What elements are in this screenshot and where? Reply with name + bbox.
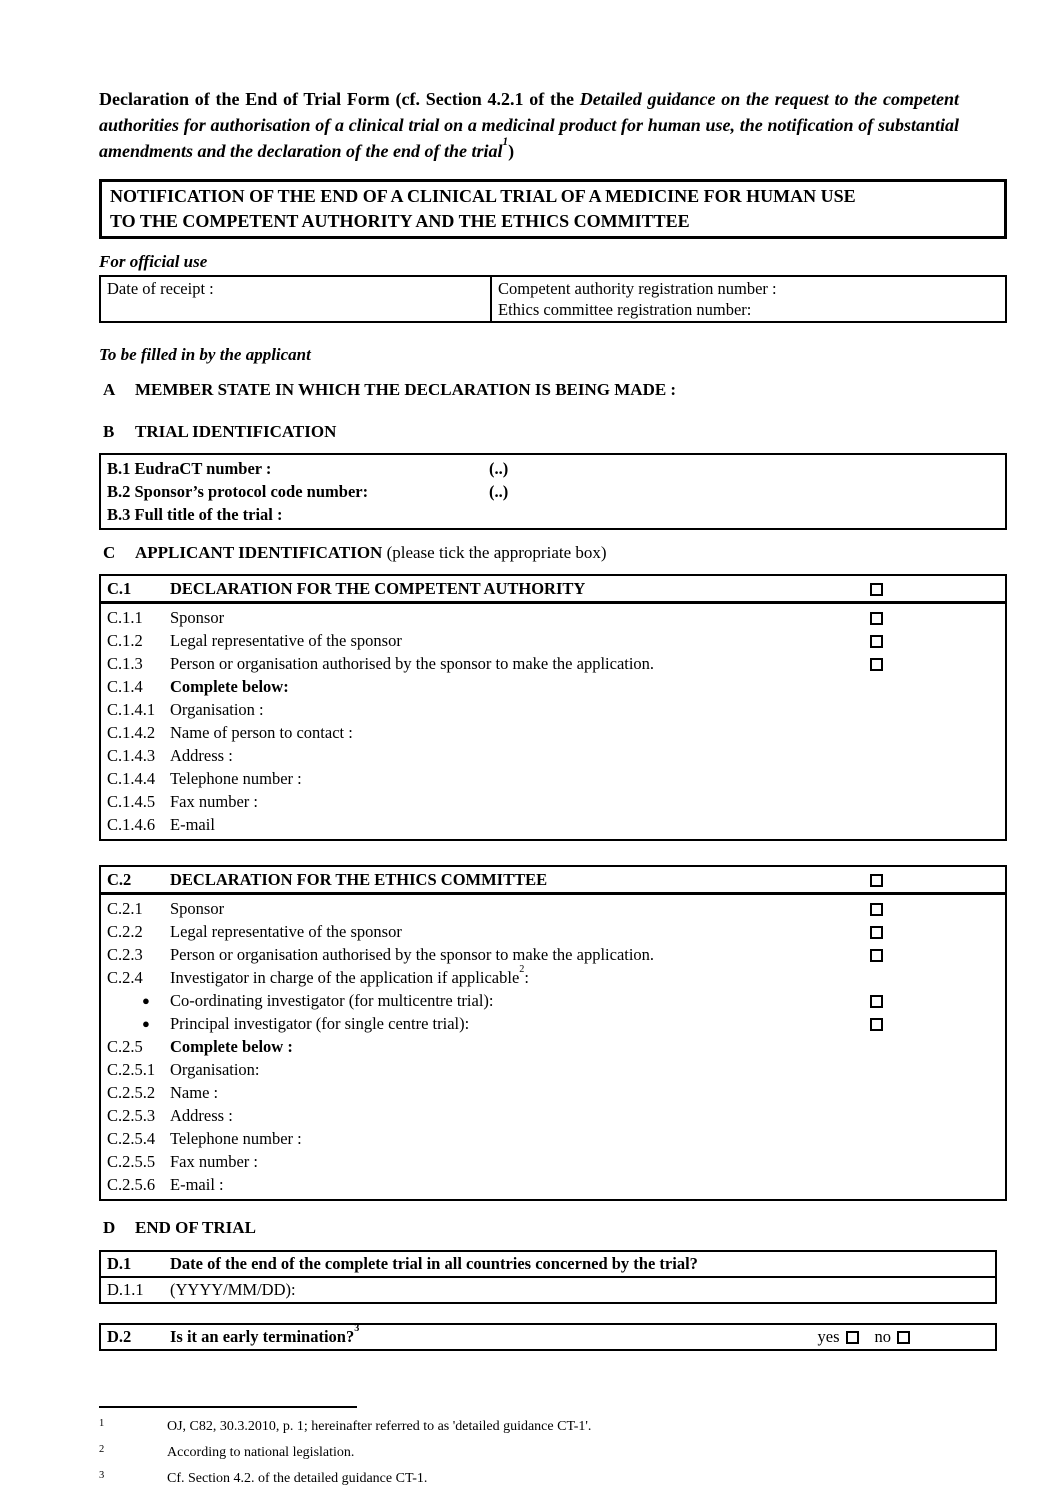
no-checkbox[interactable]	[897, 1331, 910, 1344]
checkbox-cell	[870, 1081, 1005, 1104]
row-number: D.2	[107, 1327, 132, 1346]
yes-label: yes	[817, 1327, 840, 1346]
full-title-label: B.3 Full title of the trial :	[107, 505, 283, 524]
table-row	[101, 920, 1005, 943]
protocol-code-label: B.2 Sponsor’s protocol code number:	[107, 482, 369, 501]
row-label: Complete below:	[170, 677, 289, 696]
table-row	[101, 963, 1005, 989]
row-label: Fax number :	[170, 1152, 258, 1171]
checkbox-cell	[870, 1173, 1005, 1196]
table-row	[101, 767, 1005, 790]
checkbox[interactable]	[870, 995, 883, 1008]
footnote-3	[99, 1466, 1007, 1492]
table-row	[101, 675, 1005, 698]
row-number: C.2.5	[107, 1037, 143, 1056]
row-label: Person or organisation authorised by the sponsor to make the application.	[170, 945, 655, 964]
row-label: E-mail :	[170, 1175, 224, 1194]
checkbox-cell	[870, 767, 1005, 790]
registration-cell	[492, 277, 1005, 321]
checkbox-cell	[870, 698, 1005, 721]
table-row	[101, 721, 1005, 744]
checkbox-cell	[870, 675, 1005, 698]
row-number: C.1.4.1	[107, 700, 156, 719]
table-row	[101, 943, 1005, 966]
checkbox[interactable]	[870, 1018, 883, 1031]
row-label: Investigator in charge of the application if applicable$^2$:	[170, 963, 529, 987]
table-row	[101, 698, 1005, 721]
row-label: Person or organisation authorised by the sponsor to make the application.	[170, 654, 655, 673]
no-label: no	[874, 1327, 891, 1346]
checkbox-cell	[870, 1035, 1005, 1058]
form-title-plain: Declaration of the End of Trial Form (cf. Section 4.2.1 of the	[99, 89, 580, 109]
section-c-letter: C	[103, 543, 116, 562]
row-label: Fax number :	[170, 792, 258, 811]
checkbox-cell	[870, 606, 1005, 629]
footnote-ref: 2	[519, 963, 525, 975]
checkbox-cell	[870, 869, 1005, 890]
table-c1-body	[101, 604, 1005, 839]
checkbox-cell	[870, 721, 1005, 744]
trial-identification-table	[99, 453, 1007, 530]
row-label: Telephone number :	[170, 769, 302, 788]
notification-banner	[99, 179, 1007, 239]
row-number: C.2.5.5	[107, 1152, 156, 1171]
eudract-number-label: B.1 EudraCT number :	[107, 459, 272, 478]
row-number: C.1.4.4	[107, 769, 156, 788]
table-row	[101, 989, 1005, 1012]
table-row	[101, 606, 1005, 629]
row-number: C.2.5.4	[107, 1129, 156, 1148]
row-label: Complete below :	[170, 1037, 293, 1056]
notification-line-2: TO THE COMPETENT AUTHORITY AND THE ETHICS COMMITTEE	[110, 211, 690, 231]
row-label: E-mail	[170, 815, 215, 834]
row-label: Telephone number :	[170, 1129, 302, 1148]
checkbox-cell	[870, 790, 1005, 813]
table-c1-title: DECLARATION FOR THE COMPETENT AUTHORITY	[170, 579, 586, 598]
row-number: C.2.1	[107, 899, 143, 918]
footnote-text: Cf. Section 4.2. of the detailed guidance CT-1.	[167, 1471, 428, 1486]
row-number: C.2.5.3	[107, 1106, 156, 1125]
row-label: Organisation :	[170, 700, 264, 719]
checkbox-cell	[870, 652, 1005, 675]
row-label: Co-ordinating investigator (for multicentre trial):	[170, 991, 494, 1010]
table-d1	[99, 1250, 997, 1304]
row-number: C.2.5.2	[107, 1083, 156, 1102]
section-c-subtitle: (please tick the appropriate box)	[386, 543, 607, 562]
row-number: C.1.2	[107, 631, 143, 650]
table-d2	[99, 1323, 997, 1351]
row-label: Principal investigator (for single centre trial):	[170, 1014, 470, 1033]
bullet-icon: ●	[142, 993, 150, 1008]
section-b-title: TRIAL IDENTIFICATION	[135, 422, 337, 441]
checkbox-cell	[870, 813, 1005, 836]
section-a-letter: A	[103, 380, 116, 399]
table-row	[101, 629, 1005, 652]
section-b-heading	[99, 422, 1007, 442]
table-row	[101, 1150, 1005, 1173]
official-use-table	[99, 275, 1007, 323]
date-of-receipt-cell: Date of receipt :	[101, 277, 492, 321]
applicant-note: To be filled in by the applicant	[99, 345, 311, 364]
row-number: C.1.4.5	[107, 792, 156, 811]
checkbox-cell	[870, 966, 1005, 989]
ethics-committee-reg-label: Ethics committee registration number:	[498, 300, 752, 319]
row-number: C.2.5.1	[107, 1060, 156, 1079]
checkbox-cell	[870, 1012, 1005, 1035]
yes-no-group	[818, 1326, 911, 1348]
table-d1-header	[101, 1252, 995, 1278]
c.2.2-checkbox[interactable]	[870, 926, 883, 939]
checkbox-cell	[870, 1104, 1005, 1127]
row-number: C.1.3	[107, 654, 143, 673]
footnote-ref-3: 3	[354, 1322, 360, 1334]
section-d-title: END OF TRIAL	[135, 1218, 256, 1237]
row-number: C.2.4	[107, 968, 143, 987]
checkbox-cell	[870, 578, 1005, 599]
protocol-code-value[interactable]: (..)	[489, 482, 509, 501]
c.2.3-checkbox[interactable]	[870, 949, 883, 962]
checkbox-cell	[870, 1150, 1005, 1173]
bullet-icon: ●	[142, 1016, 150, 1031]
table-row	[101, 790, 1005, 813]
row-label: Legal representative of the sponsor	[170, 922, 402, 941]
section-c-heading	[99, 543, 1007, 563]
row-label: Sponsor	[170, 608, 225, 627]
section-c-title: APPLICANT IDENTIFICATION	[135, 543, 383, 562]
table-c2-title: DECLARATION FOR THE ETHICS COMMITTEE	[170, 870, 548, 889]
c.1.1-checkbox[interactable]	[870, 612, 883, 625]
checkbox-cell	[870, 897, 1005, 920]
row-number: C.1	[107, 579, 132, 598]
row-label: Legal representative of the sponsor	[170, 631, 402, 650]
table-row	[107, 457, 1005, 480]
form-title-italic: Detailed guidance on the request to the competent authorities for authorisation of a clinical trial on a medicinal product for human use, the notification of substantial amendments and the declaration of the end of the trial	[99, 89, 959, 161]
row-label: Address :	[170, 1106, 233, 1125]
c.1.2-checkbox[interactable]	[870, 635, 883, 648]
row-number: C.2.5.6	[107, 1175, 156, 1194]
row-number: C.2.3	[107, 945, 143, 964]
section-b-letter: B	[103, 422, 115, 441]
section-a-title: MEMBER STATE IN WHICH THE DECLARATION IS BEING MADE :	[135, 380, 677, 399]
table-row	[101, 1104, 1005, 1127]
table-c2-body	[101, 895, 1005, 1199]
table-row	[101, 1058, 1005, 1081]
row-number: D.1.1	[107, 1280, 144, 1299]
yes-checkbox[interactable]	[846, 1331, 859, 1344]
table-row	[101, 1035, 1005, 1058]
table-row	[101, 1322, 995, 1349]
table-row	[101, 813, 1005, 836]
checkbox-cell	[870, 989, 1005, 1012]
section-d-heading	[99, 1218, 1007, 1238]
row-number: C.1.4.2	[107, 723, 156, 742]
footnote-separator	[99, 1406, 357, 1408]
official-use-heading: For official use	[99, 252, 208, 271]
footnote-number: 1	[99, 1418, 105, 1429]
checkbox-cell	[870, 943, 1005, 966]
form-title-closing: )	[508, 141, 515, 161]
footnotes-area	[99, 1406, 1007, 1492]
footnote-number: 3	[99, 1470, 105, 1481]
table-row	[101, 744, 1005, 767]
form-title	[99, 86, 959, 164]
eudract-number-value[interactable]: (..)	[489, 459, 509, 478]
checkbox-cell	[870, 1127, 1005, 1150]
checkbox-cell	[870, 629, 1005, 652]
checkbox-cell	[870, 1058, 1005, 1081]
table-d1-title: Date of the end of the complete trial in all countries concerned by the trial?	[170, 1254, 698, 1273]
section-d-letter: D	[103, 1218, 116, 1237]
table-row	[101, 1173, 1005, 1196]
end-date-field-label[interactable]: (YYYY/MM/DD):	[170, 1280, 296, 1299]
table-c1-header	[101, 576, 1005, 604]
table-row	[101, 1278, 995, 1302]
competent-authority-reg-label: Competent authority registration number :	[498, 279, 777, 298]
table-c2	[99, 865, 1007, 1201]
row-label: Name of person to contact :	[170, 723, 353, 742]
table-row	[101, 652, 1005, 675]
row-number: C.2	[107, 870, 132, 889]
table-c1	[99, 574, 1007, 841]
table-row	[101, 897, 1005, 920]
row-number: C.1.4.3	[107, 746, 156, 765]
footnote-2	[99, 1440, 1007, 1466]
row-number: C.2.2	[107, 922, 143, 941]
footnote-text: According to national legislation.	[167, 1445, 355, 1460]
table-row	[101, 1127, 1005, 1150]
notification-line-1: NOTIFICATION OF THE END OF A CLINICAL TRIAL OF A MEDICINE FOR HUMAN USE	[110, 186, 856, 206]
row-number: C.1.1	[107, 608, 143, 627]
table-row	[107, 503, 1005, 526]
early-termination-label	[170, 1322, 818, 1348]
row-number: C.1.4	[107, 677, 143, 696]
row-label: Organisation:	[170, 1060, 260, 1079]
row-label: Address :	[170, 746, 233, 765]
row-label: Name :	[170, 1083, 219, 1102]
footnote-ref-1: 1	[502, 135, 509, 148]
c.1.3-checkbox[interactable]	[870, 658, 883, 671]
row-number: D.1	[107, 1254, 132, 1273]
row-number: C.1.4.6	[107, 815, 156, 834]
checkbox-cell	[870, 744, 1005, 767]
table-row	[101, 1081, 1005, 1104]
c2-header-checkbox[interactable]	[870, 874, 883, 887]
footnote-text: OJ, C82, 30.3.2010, p. 1; hereinafter referred to as 'detailed guidance CT-1'.	[167, 1419, 592, 1434]
footnote-number: 2	[99, 1444, 105, 1455]
table-row	[101, 1012, 1005, 1035]
c1-header-checkbox[interactable]	[870, 583, 883, 596]
table-c2-header	[101, 867, 1005, 895]
section-a-heading	[99, 380, 1007, 400]
early-termination-text: Is it an early termination?	[170, 1327, 355, 1346]
footnote-1	[99, 1414, 1007, 1440]
row-label: Sponsor	[170, 899, 225, 918]
checkbox-cell	[870, 920, 1005, 943]
c.2.1-checkbox[interactable]	[870, 903, 883, 916]
table-row	[107, 480, 1005, 503]
